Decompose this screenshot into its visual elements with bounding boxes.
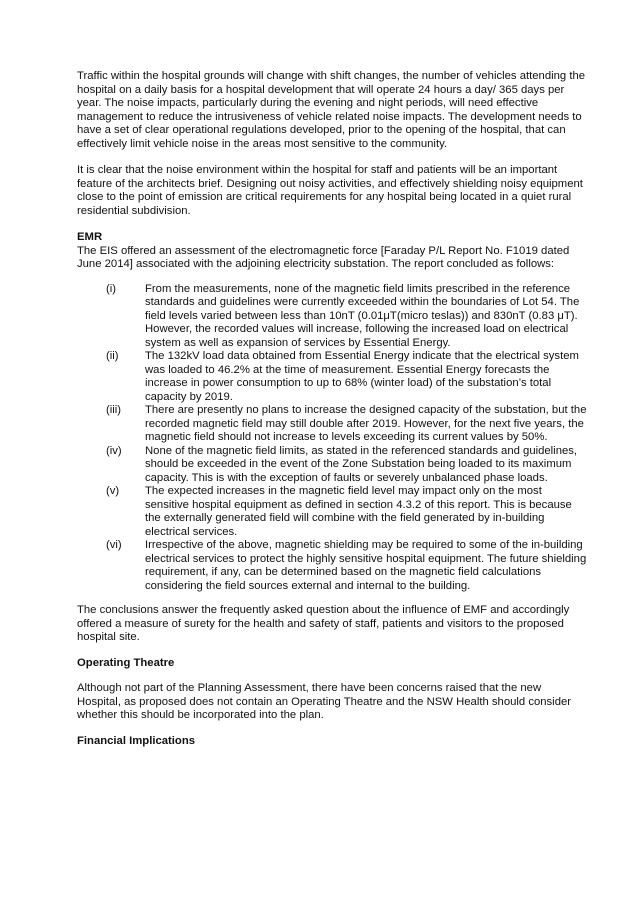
- list-item-number: (iii): [106, 404, 122, 416]
- list-item: [77, 350, 587, 404]
- traffic-paragraph: Traffic within the hospital grounds will change with shift changes, the number of vehicles attending the hospital on a daily basis for a hospital development that will operate 24 hours a day/ 365 days per year. The noise impacts, particularly during the evening and night periods, will need effective management to reduce the intrusiveness of vehicle related noise impacts. The development needs to have a set of clear operational regulations developed, prior to the opening of the hospital, that can effectively limit vehicle noise in the areas most sensitive to the community.: [77, 70, 586, 150]
- document-page: [77, 70, 587, 748]
- list-item-number: (vi): [106, 539, 122, 551]
- operating-theatre-paragraph: Although not part of the Planning Assessment, there have been concerns raised that the new Hospital, as proposed does not contain an Operating Theatre and the NSW Health should consider whether this should be incorporated into the plan.: [77, 682, 572, 721]
- list-item-text: The expected increases in the magnetic field level may impact only on the most sensitive hospital equipment as defined in section 4.3.2 of this report. This is because the externally generated field will combine with the field generated by in-building electrical services.: [145, 485, 572, 538]
- list-item-text: None of the magnetic field limits, as stated in the referenced standards and guidelines, should be exceeded in the event of the Zone Substation being loaded to its maximum capacity. This is with the exception of faults or severely unbalanced phase loads.: [145, 444, 578, 484]
- list-item-text: From the measurements, none of the magnetic field limits prescribed in the reference standards and guidelines were currently exceeded within the boundaries of Lot 54. The field levels varied between less than 10nT (0.01μT(micro teslas)) and 830nT (0.83 μT). However, the recorded values will increase, following the increased load on electrical system as well as expansion of services by Essential Energy.: [145, 282, 580, 349]
- list-item-number: (iv): [106, 444, 122, 457]
- emr-heading: EMR: [77, 231, 103, 243]
- list-item-text: Irrespective of the above, magnetic shielding may be required to some of the in-building electrical services to protect the highly sensitive hospital equipment. The future shielding requirement, if any, can be determined based on the magnetic field calculations considering the field sources external and internal to the building.: [145, 539, 587, 592]
- list-item-number: (i): [106, 282, 117, 295]
- list-item-text: There are presently no plans to increase the designed capacity of the substation, but the recorded magnetic field may still double after 2019. However, for the next five years, the magnetic field should not increase to levels exceeding its current values by 50%.: [145, 404, 587, 443]
- list-item: [77, 485, 587, 539]
- list-item: [77, 539, 587, 593]
- operating-theatre-heading: Operating Theatre: [77, 656, 175, 669]
- list-item-text: The 132kV load data obtained from Essential Energy indicate that the electrical system was loaded to 46.2% at the time of measurement. Essential Energy forecasts the increase in power consumption to up to 68% (winter load) of the substation’s total capacity by 2019.: [145, 350, 579, 403]
- noise-paragraph: It is clear that the noise environment within the hospital for staff and patients will be an important feature of the architects brief. Designing out noisy activities, and effectively shielding noisy equipment close to the point of emission are critical requirements for any hospital being located in a quiet rural residential subdivision.: [77, 164, 583, 217]
- emr-intro-paragraph: The EIS offered an assessment of the electromagnetic force [Faraday P/L Report No. F1019 dated June 2014] associated with the adjoining electricity substation. The report concluded as follows:: [77, 244, 570, 270]
- list-item-number: (ii): [106, 350, 119, 362]
- list-item: [77, 283, 587, 351]
- emr-conclusion-paragraph: The conclusions answer the frequently asked question about the influence of EMF and accordingly offered a measure of surety for the health and safety of staff, patients and visitors to the proposed hospital site.: [77, 604, 570, 643]
- financial-implications-heading: Financial Implications: [77, 734, 196, 747]
- emr-findings-list: [77, 283, 587, 594]
- list-item-number: (v): [106, 485, 120, 497]
- list-item: [77, 445, 587, 486]
- list-item: [77, 404, 587, 445]
